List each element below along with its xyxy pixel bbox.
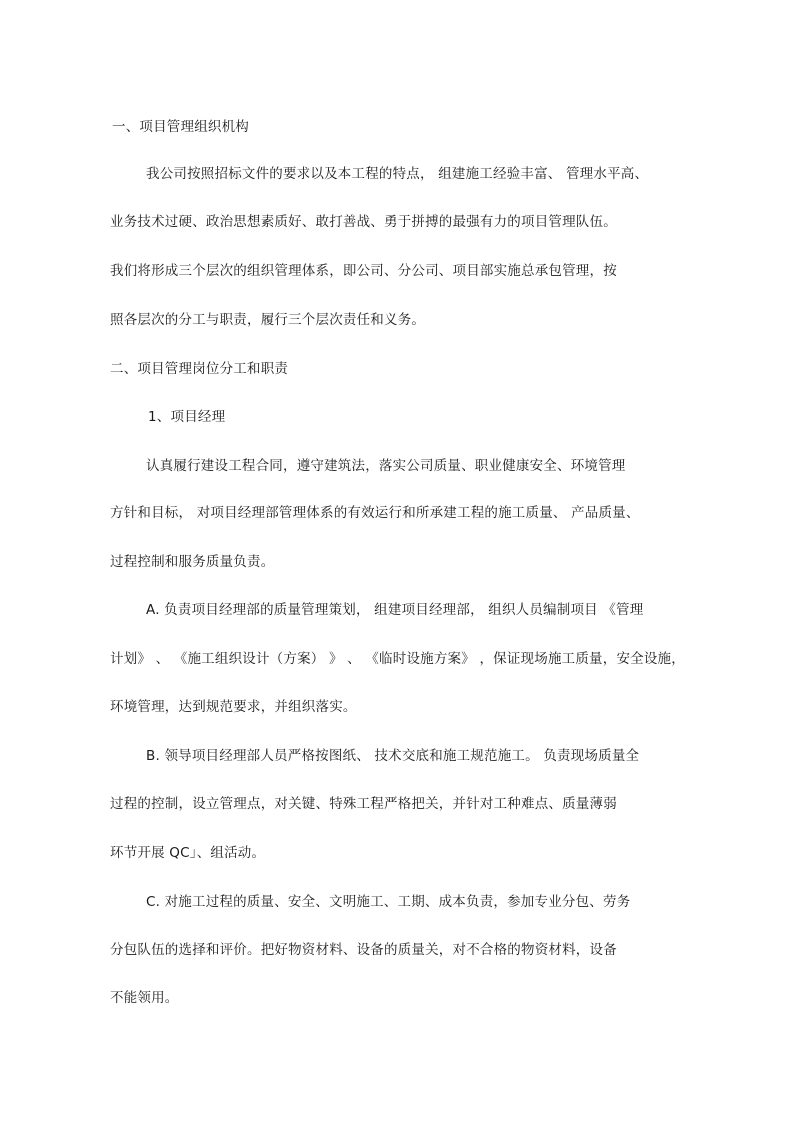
item-b-line: 环节开展 QC」、组活动。 <box>110 845 266 861</box>
paragraph-line: 我们将形成三个层次的组织管理体系，即公司、分公司、项目部实施总承包管理，按 <box>110 263 617 279</box>
subsection-heading: 1、项目经理 <box>148 409 226 425</box>
paragraph-line: 照各层次的分工与职责，履行三个层次责任和义务。 <box>110 312 426 328</box>
item-a-line: A. 负责项目经理部的质量管理策划， 组建项目经理部， 组织人员编制项目 《管理 <box>146 602 644 618</box>
paragraph-line: 过程控制和服务质量负责。 <box>110 554 275 570</box>
section-heading-1: 一、项目管理组织机构 <box>112 119 249 135</box>
item-c-line: C. 对施工过程的质量、安全、文明施工、工期、成本负责，参加专业分包、劳务 <box>146 894 631 910</box>
item-b-line: B. 领导项目经理部人员严格按图纸、 技术交底和施工规范施工。 负责现场质量全 <box>146 748 640 764</box>
paragraph-line: 方针和目标， 对项目经理部管理体系的有效运行和所承建工程的施工质量、 产品质量、 <box>110 505 640 521</box>
paragraph-line: 认真履行建设工程合同，遵守建筑法，落实公司质量、职业健康安全、环境管理 <box>146 458 626 474</box>
section-heading-2: 二、项目管理岗位分工和职责 <box>110 361 289 377</box>
item-a-line: 计划》 、 《施工组织设计（方案） 》 、 《临时设施方案》 ，保证现场施工质量，安全设施， <box>110 651 685 667</box>
item-c-line: 分包队伍的选择和评价。把好物资材料、设备的质量关，对不合格的物资材料，设备 <box>110 942 617 958</box>
paragraph-line: 我公司按照招标文件的要求以及本工程的特点， 组建施工经验丰富、 管理水平高、 <box>146 166 649 182</box>
paragraph-line: 业务技术过硬、政治思想素质好、敢打善战、勇于拼搏的最强有力的项目管理队伍。 <box>110 214 617 230</box>
item-b-line: 过程的控制，设立管理点，对关键、特殊工程严格把关，并针对工种难点、质量薄弱 <box>110 796 617 812</box>
item-a-line: 环境管理，达到规范要求，并组织落实。 <box>110 699 357 715</box>
item-c-line: 不能领用。 <box>110 990 179 1006</box>
